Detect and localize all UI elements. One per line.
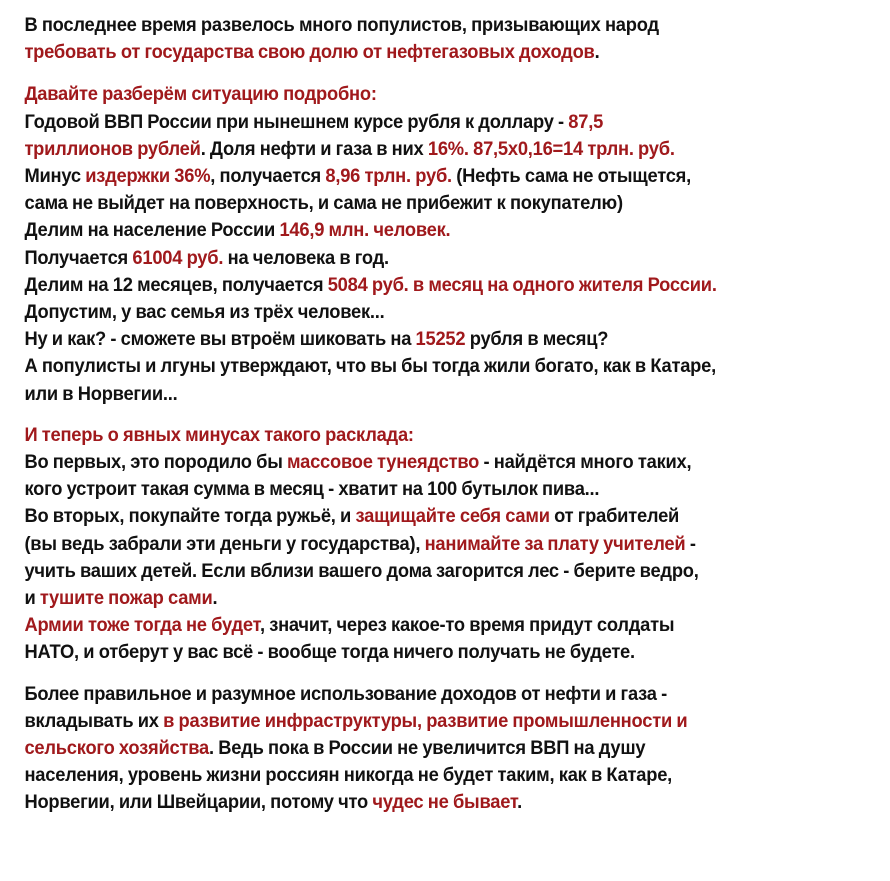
minuses-line-1 bbox=[24, 449, 836, 476]
text-segment: Минус bbox=[24, 165, 86, 188]
text-segment: и bbox=[24, 587, 40, 610]
text-segment: Делим на 12 месяцев, получается bbox=[24, 273, 328, 296]
highlight: 16%. 87,5x0,16=14 трлн. руб. bbox=[427, 137, 675, 160]
text-segment: . Доля нефти и газа в них bbox=[200, 137, 428, 160]
conclusion-line-3 bbox=[24, 735, 836, 762]
text-segment: . Ведь пока в России не увеличится ВВП на душу bbox=[208, 737, 646, 760]
text-segment: на человека в год. bbox=[223, 246, 389, 269]
text-segment: (вы ведь забрали эти деньги у государства), bbox=[24, 532, 425, 555]
calc-line-2 bbox=[24, 136, 836, 163]
calc-line-5 bbox=[24, 217, 836, 244]
text-segment: - bbox=[685, 532, 696, 555]
conclusion-line-1: Более правильное и разумное использование доходов от нефти и газа - bbox=[24, 682, 668, 705]
intro-paragraph bbox=[24, 12, 836, 66]
minuses-line-7 bbox=[24, 612, 836, 639]
text-segment: - найдётся много таких, bbox=[479, 451, 692, 474]
text-segment: . bbox=[212, 587, 218, 610]
calculation-heading: Давайте разберём ситуацию подробно: bbox=[24, 83, 377, 106]
minuses-heading: И теперь о явных минусах такого расклада: bbox=[24, 423, 414, 446]
calc-line-9 bbox=[24, 326, 836, 353]
calc-line-10: А популисты и лгуны утверждают, что вы бы тогда жили богато, как в Катаре, bbox=[24, 355, 716, 378]
minuses-line-2: кого устроит такая сумма в месяц - хватит на 100 бутылок пива... bbox=[24, 478, 600, 501]
text-segment: (Нефть сама не отыщется, bbox=[451, 165, 691, 188]
conclusion-line-4: населения, уровень жизни россиян никогда не будет таким, как в Катаре, bbox=[24, 764, 673, 787]
text-segment: Делим на население России bbox=[24, 219, 280, 242]
text-segment: Ну и как? - сможете вы втроём шиковать на bbox=[24, 328, 416, 351]
highlight: 61004 руб. bbox=[132, 246, 224, 269]
minuses-line-8: НАТО, и отберут у вас всё - вообще тогда ничего получать не будете. bbox=[24, 641, 635, 664]
conclusion-line-2 bbox=[24, 708, 836, 735]
highlight: требовать от государства свою долю от нефтегазовых доходов bbox=[24, 41, 595, 64]
text-segment: . bbox=[517, 791, 522, 814]
calc-line-6 bbox=[24, 245, 836, 272]
highlight: 15252 bbox=[415, 328, 466, 351]
conclusion-line-5 bbox=[24, 789, 836, 816]
highlight: 5084 руб. в месяц на одного жителя России. bbox=[327, 273, 717, 296]
text-segment: рубля в месяц? bbox=[465, 328, 609, 351]
highlight: триллионов рублей bbox=[24, 137, 201, 160]
text-segment: Норвегии, или Швейцарии, потому что bbox=[24, 791, 373, 814]
minuses-line-3 bbox=[24, 503, 836, 530]
text-segment: Годовой ВВП России при нынешнем курсе рубля к доллару - bbox=[24, 110, 569, 133]
highlight: чудес не бывает bbox=[372, 791, 518, 814]
text-segment: Во вторых, покупайте тогда ружьё, и bbox=[24, 505, 356, 528]
text-segment: , значит, через какое-то время придут солдаты bbox=[259, 614, 675, 637]
highlight: 8,96 трлн. руб. bbox=[325, 165, 452, 188]
text-segment: вкладывать их bbox=[24, 709, 164, 732]
highlight: издержки 36% bbox=[85, 165, 211, 188]
calc-line-7 bbox=[24, 272, 836, 299]
highlight: сельского хозяйства bbox=[24, 737, 209, 760]
minuses-paragraph bbox=[24, 422, 836, 667]
calculation-paragraph bbox=[24, 81, 836, 407]
highlight: 87,5 bbox=[568, 110, 604, 133]
calc-line-3 bbox=[24, 163, 836, 190]
highlight: тушите пожар сами bbox=[39, 587, 213, 610]
text-segment: , получается bbox=[210, 165, 326, 188]
intro-line-1: В последнее время развелось много популистов, призывающих народ bbox=[24, 14, 659, 36]
text-segment: Во первых, это породило бы bbox=[24, 451, 288, 474]
minuses-line-6 bbox=[24, 585, 836, 612]
minuses-line-5: учить ваших детей. Если вблизи вашего дома загорится лес - берите ведро, bbox=[24, 559, 699, 582]
intro-line-2 bbox=[24, 39, 836, 66]
calc-line-1 bbox=[24, 109, 836, 136]
highlight: массовое тунеядство bbox=[287, 451, 480, 474]
text-segment: от грабителей bbox=[549, 505, 680, 528]
text-segment: Получается bbox=[24, 246, 133, 269]
calc-line-8: Допустим, у вас семья из трёх человек... bbox=[24, 301, 385, 324]
highlight: Армии тоже тогда не будет bbox=[24, 614, 260, 637]
highlight: 146,9 млн. человек. bbox=[279, 219, 451, 242]
highlight: защищайте себя сами bbox=[355, 505, 550, 528]
calc-line-4: сама не выйдет на поверхность, и сама не прибежит к покупателю) bbox=[24, 192, 623, 215]
conclusion-paragraph bbox=[24, 681, 836, 817]
highlight: нанимайте за плату учителей bbox=[424, 532, 686, 555]
minuses-line-4 bbox=[24, 531, 836, 558]
text-segment: . bbox=[594, 41, 600, 64]
highlight: в развитие инфраструктуры, развитие промышленности и bbox=[163, 709, 688, 732]
calc-line-11: или в Норвегии... bbox=[24, 382, 178, 405]
